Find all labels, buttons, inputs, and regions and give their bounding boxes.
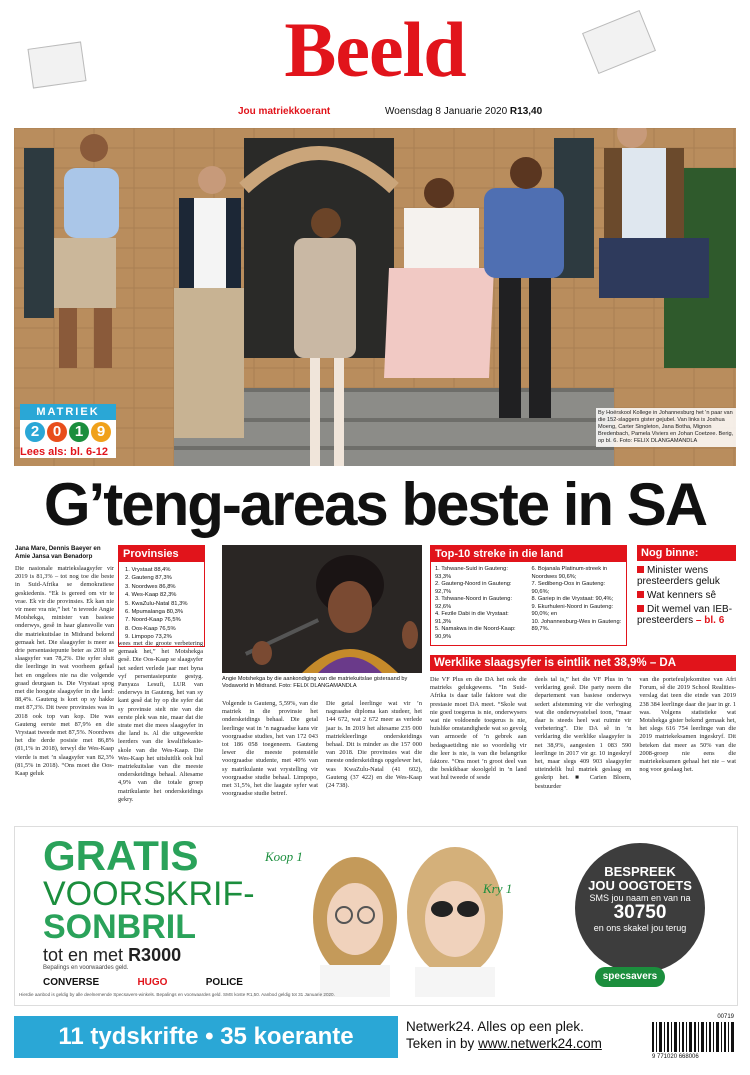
- nog-binne-title: Nog binne:: [637, 545, 736, 561]
- werklike-columns: [430, 676, 736, 791]
- newspaper-logo[interactable]: Beeld: [284, 6, 466, 93]
- list-item: 5. Namakwa in die Noord-Kaap: 90,9%: [435, 626, 516, 640]
- netwerk24-subscribe: [406, 1035, 636, 1052]
- list-item: 8. Oos-Kaap 76,5%: [125, 625, 176, 632]
- lees-reference: Lees als: bl. 6-12: [20, 444, 116, 458]
- ad-booking-sms: SMS jou naam en van na: [589, 893, 691, 903]
- ad-price: [43, 945, 181, 966]
- list-item-label: Dit wemel van IEB-presteerders: [637, 604, 733, 626]
- ad-booking-callback: en ons skakel jou terug: [593, 923, 687, 933]
- list-item: 3. Noordwes 86,8%: [125, 583, 176, 590]
- list-item: 10. Johannesburg-Wes in Gauteng: 89,7%.: [531, 618, 622, 632]
- ad-fineprint: Hierdie aanbod is geldig by alle deelnemende Specsavers-winkels. Bepalings en voorwaardes geld. SMS koste R1,50. Aanbod geldig tot 31 Januarie 2020.: [19, 992, 335, 997]
- brand-logo: POLICE: [205, 977, 243, 988]
- list-item: 1. Vrystaat 88,4%: [125, 567, 171, 573]
- list-item: 4. Wes-Kaap 82,3%: [125, 592, 177, 599]
- top10-column: [532, 566, 623, 641]
- main-headline[interactable]: G’teng-areas beste in SA: [43, 471, 707, 538]
- barcode: [650, 1014, 736, 1062]
- ad-terms: Bepalings en voorwaardes geld.: [43, 965, 129, 971]
- masthead-dateline: [385, 106, 542, 117]
- minister-photo[interactable]: [222, 545, 422, 673]
- footer-banner[interactable]: 11 tydskrifte • 35 koerante: [14, 1016, 398, 1058]
- article-column: Die getal leerlinge wat vir ’n nagraadse diploma kan studeer, het 144 672, wat 2 672 meer as verlede jaar is. In 2019 het altesame 235 000 matriekleerlinge onderskeidings behaal. Dit is minder as die 157 000 van 2018. Die provinsies wat die meeste onderskeidings opgelewer het, was KwaZulu-Natal (41 602), Gauteng (37 422) en die Wes-Kaap (24 738).: [326, 700, 422, 790]
- list-item: 5. KwaZulu-Natal 81,3%: [125, 600, 188, 607]
- masthead: [0, 0, 750, 128]
- ad-booking-number: 30750: [613, 902, 667, 923]
- ad-voorskrif: VOORSKRIF-: [43, 875, 255, 913]
- brand-logo: HUGO: [137, 977, 168, 988]
- barcode-issue: 00719: [717, 1014, 734, 1020]
- ad-sonbril: SONBRIL: [43, 908, 196, 946]
- bullet-icon: [637, 566, 644, 573]
- top10-title: Top-10 streke in die land: [431, 546, 626, 562]
- article-column: wees met die groote verbetering gemaak het,” het Motshekga gesê. Die Oos-Kaap se slaagsyfer het sedert verlede jaar met byna vyf persentasiepunte gestyg. Panyaza Lesufi, LUR van onderwys in Gauteng, het van sy kant gesê dat hy op die syfer dat sy provinsie stelt nie van die eerste plek was nie, maar dat die strate met die mees slaagsyfer in die land is. Al die uitgewerkte leerders van die kwalifiekasie-skole van die Wes-Kaap. Die Wes-Kaap het uitsluitlik ook hul matriekuitslae van die meeste onderskeidings behaal. Altesame 4,9% van die totale groep matrikulante het onderskeidings gekry.: [118, 640, 203, 803]
- netwerk24-link[interactable]: www.netwerk24.com: [478, 1036, 602, 1051]
- ad-brands: [43, 977, 243, 988]
- article-column: deels tal is,” het die VF Plus in ’n verklaring gesê. Die party neem die departement van basiese onderwys sedert afstemming vir die verhoging wat die onderwysstelsel toon, “maar daar is steeds heel wat ruimte vir verbetering”. Die DA sê in ’n verklaring die werklike slaagsyfer is net 38,9%, aangesien 1 083 590 leerlinge in 2017 vir gr. 10 ingeskryf het, maar slegs 409 903 slaagsyfer uiteindelik hul matriek geslaag en geskrip het. ■ Carien Bloem, bestuurder: [534, 676, 632, 790]
- issue-price: R13,40: [509, 106, 543, 117]
- werklike-title[interactable]: Werklike slaagsyfer is eintlik net 38,9% – DA: [430, 655, 736, 671]
- provinsies-title: Provinsies: [119, 546, 204, 562]
- list-item-label: Wat kenners sê: [647, 590, 717, 601]
- year-digit: 9: [91, 422, 111, 442]
- specsavers-logo: specsavers: [595, 967, 665, 987]
- article-column: van die portefeuljekomitee van Afri Forum, sê die 2019 School Realities-verslag dat teen die einde van 2019 238 384 leerlinge daar die jaar in gr. 1 was. Volgens statistieke wat Motshekga gister bekend gemaak het, het slegs 616 754 leerlinge van die 2019 matriekeksamen ingeskryf. Dit beteken dat meer as 50% van die 2008-groep nie eens die matriekeksamen gehaal het nie – wat nog voor geslaag het.: [639, 676, 737, 774]
- nog-binne-box[interactable]: [637, 545, 736, 630]
- article-column: Die VF Plus en die DA het ook die matrieks gelukgewens. “In Suid-Afrika is daar talle faktore wat die prestasie moet DA meet. “Skole wat nie goed toegerus is nie, onderwysers wat nie voldoende toegerus is nie, huislike omstandighede wat so gevolg van armoede of ’n gebrek aan bedagsaetiding nie so voordelig vir die leer is nie, is van die belangrike faktore. “Ons moet ’n groot deel van die beskikbaar skoolgeld in ’n land wat hul tweede of sesde: [430, 676, 527, 782]
- article-column: Die nasionale matriekslaagsyfer vir 2019 is 81,3% – tot nog toe die beste in Suid-Afrika se demokratiese geskiedenis. “Ek is gereed om vir te vrae. Ek vir die provinsies. Ek kan nie vir meer vra nie,” het ’n tevrede Angie Motshekga, minister van basiese onderwys, gesê in haar glansvolle van die matriekuitslae in Midrand bekend gemaak het. Die slaagsyfer is meer as drie persentasiepunte beter as 2018 se slaagsyfer van 78,2%. Die syfer sluit die leerlinge in wat voorheen gefaal het en ongelees nie na die volgende graad deurgaan is. Die Vrystaat spog met die hoogste slaagsyfer in die land: 88,4%. Gauteng is kort op sy hakke met 87,3%. Dit twee provinsies was in 2018 ook top van kop. Die was Gauteng eerste met 87,9% en die Vrystaat tweede met 87,5%. Noordwes het die derde posisie met 86,8% (81,1% in 2018), terwyl die Wes-Kaap vierde is met ’n slaagsyfer van 82,3% (81,5% in 2018). “Ons moet die Oos-Kaap geluk: [15, 565, 114, 778]
- list-item: 3. Tshwane-Noord in Gauteng: 92,6%: [435, 596, 513, 610]
- list-item: 9. Limpopo 73,2%: [125, 634, 172, 641]
- brand-logo: CONVERSE: [43, 977, 100, 988]
- list-item: 2. Gauteng-Noord in Gauteng: 92,7%: [435, 581, 512, 595]
- minister-photo-caption: Angie Motshekga by die aankondiging van die matriekuitslae gisteraand by Vodaworld in Midrand. Foto: FELIX DLANGAMANDLA: [222, 676, 408, 689]
- list-item: 6. Mpumalanga 80,3%: [125, 609, 184, 616]
- list-item: 6. Bojanala Platinum-streek in Noordwes 90,6%;: [531, 566, 608, 580]
- list-item: 1. Tshwane-Suid in Gauteng: 93,3%: [435, 566, 508, 580]
- list-item: 4. Fezile Dabi in die Vrystaat: 91,3%: [435, 611, 509, 625]
- matriek-year: [20, 420, 116, 444]
- ad-booking-circle[interactable]: [575, 843, 705, 973]
- matriek-label: MATRIEK: [20, 404, 116, 420]
- provinsies-list: [119, 566, 204, 642]
- list-item: 9. Ekurhuleni-Noord in Gauteng: 90,0%; en: [531, 603, 614, 617]
- article-column: Volgende is Gauteng, 5,59%, van die matriek in die provinsie het onderskeidings behaal. Die getal leerlinge wat in ’n nagraadse kans vir voorgraadse studies, het van 172 043 tot 186 058 toegeneem. Gauteng lewer die meeste potensiële voorgraadse studente, met 40% van sy matrikulante wat vrystelling vir voorgraadse studie behaal. Limpopo, met 31,5%, het die laagste syfer wat voorgraadse studie betref.: [222, 700, 318, 798]
- ad-booking-title: BESPREEK: [604, 864, 676, 879]
- ad-booking-subtitle: JOU OOGTOETS: [588, 878, 692, 893]
- list-item: [637, 604, 736, 626]
- top10-column: [435, 566, 526, 641]
- masthead-tagline: Jou matriekkoerant: [238, 106, 331, 117]
- article-byline: Jana Mare, Dennis Baeyer en Amie Jansa van Benadorp: [15, 545, 101, 560]
- ad-gratis: GRATIS: [43, 832, 199, 879]
- top10-list: [431, 562, 626, 645]
- bullet-icon: [637, 591, 644, 598]
- matriek-badge[interactable]: [20, 404, 116, 458]
- minister-photo-illustration: [222, 545, 422, 673]
- list-item: 7. Noord-Kaap 76,5%: [125, 617, 181, 624]
- provinsies-box: [118, 545, 205, 647]
- netwerk24-subscribe-label: Teken in by: [406, 1036, 475, 1051]
- list-item-label: Minister wens presteerders geluk: [637, 565, 720, 587]
- barcode-number: 9 771020 668006: [652, 1054, 699, 1060]
- list-item: 2. Gauteng 87,3%: [125, 575, 172, 582]
- bullet-icon: [637, 605, 644, 612]
- netwerk24-promo: [406, 1018, 636, 1052]
- page-reference: – bl. 6: [695, 615, 725, 626]
- ad-price-amount: R3000: [128, 945, 182, 965]
- nog-binne-list: [637, 565, 736, 626]
- list-item: 7. Sedibeng-Oos in Gauteng: 90,6%;: [531, 581, 606, 595]
- werklike-article: [430, 655, 736, 791]
- list-item: [637, 565, 736, 587]
- issue-date: Woensdag 8 Januarie 2020: [385, 106, 508, 117]
- netwerk24-tagline: Netwerk24. Alles op een plek.: [406, 1019, 584, 1034]
- ad-price-prefix: tot en met: [43, 945, 124, 965]
- top10-box: [430, 545, 627, 646]
- ad-models-illustration: [300, 847, 530, 997]
- ad-kry: Kry 1: [483, 881, 513, 896]
- year-digit: 2: [25, 422, 45, 442]
- list-item: 8. Gariep in die Vrystaat: 90,4%;: [531, 596, 614, 602]
- specsavers-ad[interactable]: [14, 826, 738, 1006]
- hero-photo-caption: By Hoërskool Kollege in Johannesburg het 'n paar van die 152-slaggers gister gejubel. Van links is Joshua Moeng, Carter Singleton, Jana Botha, Mignon Bredenbach, Pamela Viviers en Johan Coetzee. Berig, op bl. 6. Foto: FELIX DLANGAMANDLA: [596, 408, 738, 447]
- footer: [14, 1012, 736, 1062]
- list-item: [637, 590, 736, 601]
- year-digit: 0: [47, 422, 67, 442]
- ad-koop: Koop 1: [265, 849, 303, 864]
- year-digit: 1: [69, 422, 89, 442]
